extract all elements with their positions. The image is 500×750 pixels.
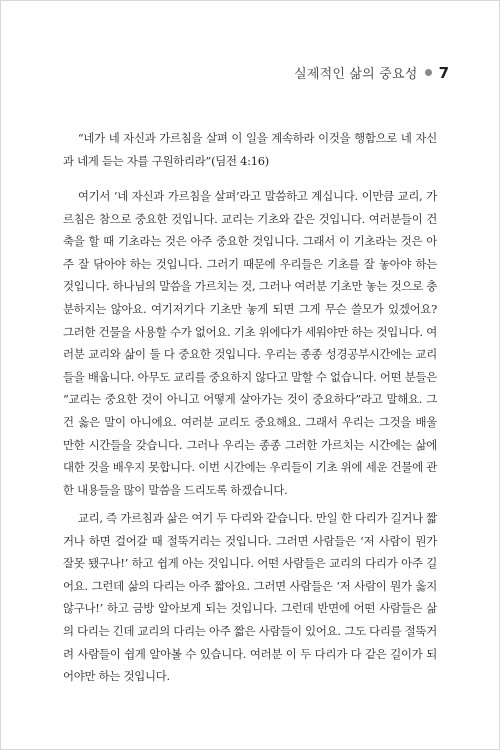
scripture-quote: “네가 네 자신과 가르침을 살펴 이 일을 계속하라 이것을 행함으로 네 자신과 네게 듣는 자를 구원하리라”(딤전 4:16) [63, 131, 437, 168]
page-number: 7 [438, 63, 449, 82]
scripture-quote-block [63, 127, 437, 172]
body-paragraph-1: 여기서 ‘네 자신과 가르침을 살펴’라고 말씀하고 계십니다. 이만큼 교리, 가르침은 참으로 중요한 것입니다. 교리는 기초와 같은 것입니다. 여러분들이 건축을 할 때 기초라는 것은 아주 중요한 것입니다. 그래서 이 기초라는 것은 아주 잘 닦아야 하는 것입니다. 그러기 때문에 우리들은 기초를 잘 놓아야 하는 것입니다. 하나님의 말씀을 가르치는 것, 그러나 여러분 기초만 놓는 것으로 충분하지는 않아요. 여기저기다 기초만 놓게 되면 그게 무슨 쓸모가 있겠어요? 그러한 건물을 사용할 수가 없어요. 기초 위에다가 세워야만 하는 것입니다. 여러분 교리와 삶이 둘 다 중요한 것입니다. 우리는 종종 성경공부시간에는 교리들을 배웁니다. 아무도 교리를 중요하지 않다고 말할 수 없습니다. 어떤 분들은 “교리는 중요한 것이 아니고 어떻게 살아가는 것이 중요하다”라고 말해요. 그건 옳은 말이 아니에요. 여러분 교리도 중요해요. 그래서 우리는 그것을 배울 만한 시간들을 갖습니다. 그러나 우리는 종종 그러한 가르치는 시간에는 삶에 대한 것을 배우지 못합니다. 이번 시간에는 우리들이 기초 위에 세운 건물에 관한 내용들을 많이 말씀을 드리도록 하겠습니다. [63, 189, 437, 497]
body-paragraph-2-block [63, 507, 437, 688]
body-paragraph-2: 교리, 즉 가르침과 삶은 여기 두 다리와 같습니다. 만일 한 다리가 길거나 짧거나 하면 걸어갈 때 절뚝거리는 것입니다. 그러면 사람들은 ‘저 사람이 뭔가 잘못 됐구나!’ 하고 쉽게 아는 것입니다. 어떤 사람들은 교리의 다리가 아주 길어요. 그런데 삶의 다리는 아주 짧아요. 그러면 사람들은 ‘저 사람이 뭔가 옳지 않구나!’ 하고 금방 알아보게 되는 것입니다. 그런데 반면에 어떤 사람들은 삶의 다리는 긴데 교리의 다리는 아주 짧은 사람들이 있어요. 그도 다리를 절뚝거려 사람들이 쉽게 알아볼 수 있습니다. 여러분 이 두 다리가 다 같은 길이가 되어야만 하는 것입니다. [63, 511, 437, 684]
bullet-dot-icon [425, 69, 432, 76]
body-paragraph-1-block [63, 185, 437, 501]
running-header [294, 63, 449, 82]
chapter-title: 실제적인 삶의 중요성 [294, 67, 418, 82]
